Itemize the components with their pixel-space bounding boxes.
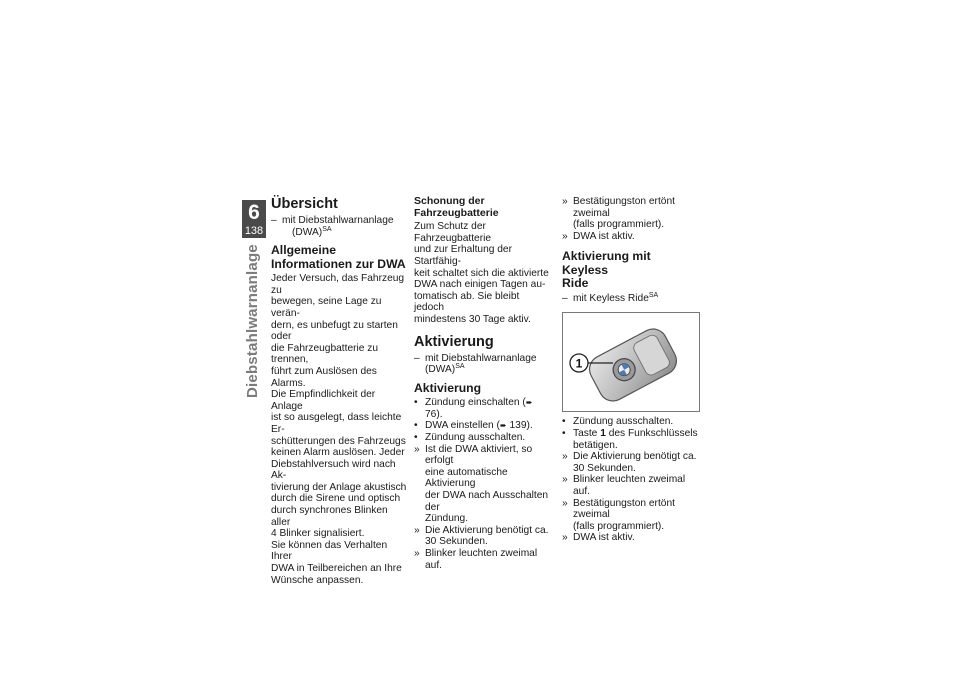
list-item: • Zündung ausschalten.: [414, 432, 526, 443]
battery-text: [414, 221, 552, 325]
activation-subheading: Aktivierung: [414, 380, 482, 395]
text-line: DWA in Teilbereichen an Ihre: [271, 563, 402, 575]
text-line: Die Aktivierung benötigt ca.: [573, 451, 697, 463]
text-line: Zum Schutz der Fahrzeugbatterie: [414, 221, 492, 244]
text-line: (falls programmiert).: [573, 520, 665, 532]
text-line: eine automatische Aktivierung: [425, 466, 508, 490]
text-line: 30 Sekunden.: [425, 536, 488, 548]
result-item: » DWA ist aktiv.: [562, 532, 635, 544]
text-line: (falls programmiert).: [573, 219, 665, 231]
result-item: » Ist die DWA aktiviert, so erfolgt eine automatische Aktivierung der DWA nach Ausschalten der Zündung.: [414, 443, 549, 525]
text-line: durch synchrones Blinken aller: [271, 505, 388, 528]
text-line: 30 Sekunden.: [573, 462, 636, 474]
text-line: tomatisch ab. Sie bleibt jedoch: [414, 290, 520, 314]
text-line: keinen Alarm auslösen. Jeder: [271, 447, 405, 459]
text-line: Ist die DWA aktiviert, so erfolgt: [425, 443, 533, 467]
key-fob-illustration: [563, 313, 699, 411]
text-line: Bestätigungston ertönt zweimal: [573, 497, 675, 521]
result-item: » Blinker leuchten zweimal auf.: [562, 474, 686, 498]
section-heading-general-info: Allgemeine Informationen zur DWA: [271, 243, 406, 271]
text-line: Diebstahlversuch wird nach Ak-: [271, 458, 396, 482]
result-item: » DWA ist aktiv.: [562, 230, 635, 242]
text-line: 4 Blinker signalisiert.: [271, 528, 365, 540]
text-line: durch die Sirene und optisch: [271, 493, 401, 505]
option-item: – mit Keyless Ride$^{SA}$: [562, 291, 659, 304]
page-number: 138: [244, 225, 264, 237]
list-item: • Zündung einschalten (➨ 76).: [414, 397, 533, 420]
text-line: Jeder Versuch, das Fahrzeug zu: [271, 273, 405, 296]
page-ref-arrow-icon: ➨: [525, 398, 533, 408]
chapter-title-vertical: Diebstahlwarnanlage: [244, 244, 261, 398]
list-item: • Zündung ausschalten.: [562, 416, 674, 428]
chapter-tab: [242, 200, 266, 238]
result-item: » Bestätigungston ertönt zweimal (falls programmiert).: [562, 196, 675, 231]
column-3: [562, 196, 700, 544]
option-item: – mit Diebstahlwarnanlage (DWA)$^{SA}$: [414, 352, 537, 376]
column-1: [271, 196, 409, 586]
keyless-heading: Aktivierung mit Keyless Ride: [562, 249, 651, 291]
text-line: tivierung der Anlage akustisch: [271, 481, 407, 493]
figure-callout-1: 1: [575, 356, 583, 371]
text-line: Zündung.: [425, 513, 469, 525]
text-line: DWA nach einigen Tagen au-: [414, 279, 546, 291]
key-fob-figure: [562, 312, 700, 412]
text-line: mindestens 30 Tage aktiv.: [414, 313, 531, 325]
text-line: der DWA nach Ausschalten der: [425, 489, 549, 513]
activation-heading: Aktivierung: [414, 333, 494, 350]
text-line: Die Empfindlichkeit der Anlage: [271, 389, 376, 412]
text-line: führt zum Auslösen des Alarms.: [271, 365, 377, 389]
text-line: Wünsche anpassen.: [271, 574, 364, 586]
general-info-text: [271, 273, 409, 586]
page-ref-arrow-icon: ➨: [499, 421, 507, 431]
column-2: [414, 196, 552, 571]
page-ref-link[interactable]: 139).: [509, 420, 533, 432]
list-item: • DWA einstellen (➨ 139).: [414, 420, 533, 432]
text-line: Die Aktivierung benötigt ca.: [425, 524, 549, 536]
text-line: dern, es unbefugt zu starten oder: [271, 319, 398, 343]
text-line: ist so ausgelegt, dass leichte Er-: [271, 412, 402, 435]
battery-subheading: Schonung der Fahrzeugbatterie: [414, 195, 499, 219]
result-item: » Bestätigungston ertönt zweimal (falls programmiert).: [562, 497, 675, 532]
result-item: » Blinker leuchten zweimal auf.: [414, 547, 538, 571]
text-line: Sie können das Verhalten Ihrer: [271, 539, 388, 563]
text-line: und zur Erhaltung der Startfähig-: [414, 244, 512, 267]
text-line: die Fahrzeugbatterie zu trennen,: [271, 342, 379, 366]
text-line: Bestätigungston ertönt zweimal: [573, 196, 675, 219]
page-ref-link[interactable]: 76).: [425, 408, 443, 420]
result-item: » Die Aktivierung benötigt ca. 30 Sekunden.: [562, 451, 697, 474]
chapter-number: 6: [248, 201, 260, 224]
text-line: keit schaltet sich die aktivierte: [414, 267, 549, 279]
key-fob-body: [585, 325, 682, 407]
text-line: bewegen, seine Lage zu verän-: [271, 296, 382, 319]
list-item: • Taste 1 des Funkschlüssels betätigen.: [562, 428, 698, 451]
text-line: schütterungen des Fahrzeugs: [271, 435, 406, 447]
result-item: » Die Aktivierung benötigt ca. 30 Sekunden.: [414, 524, 549, 548]
option-item: – mit Diebstahlwarnanlage (DWA)$^{SA}$: [271, 215, 394, 238]
overview-heading: Übersicht: [271, 196, 338, 212]
